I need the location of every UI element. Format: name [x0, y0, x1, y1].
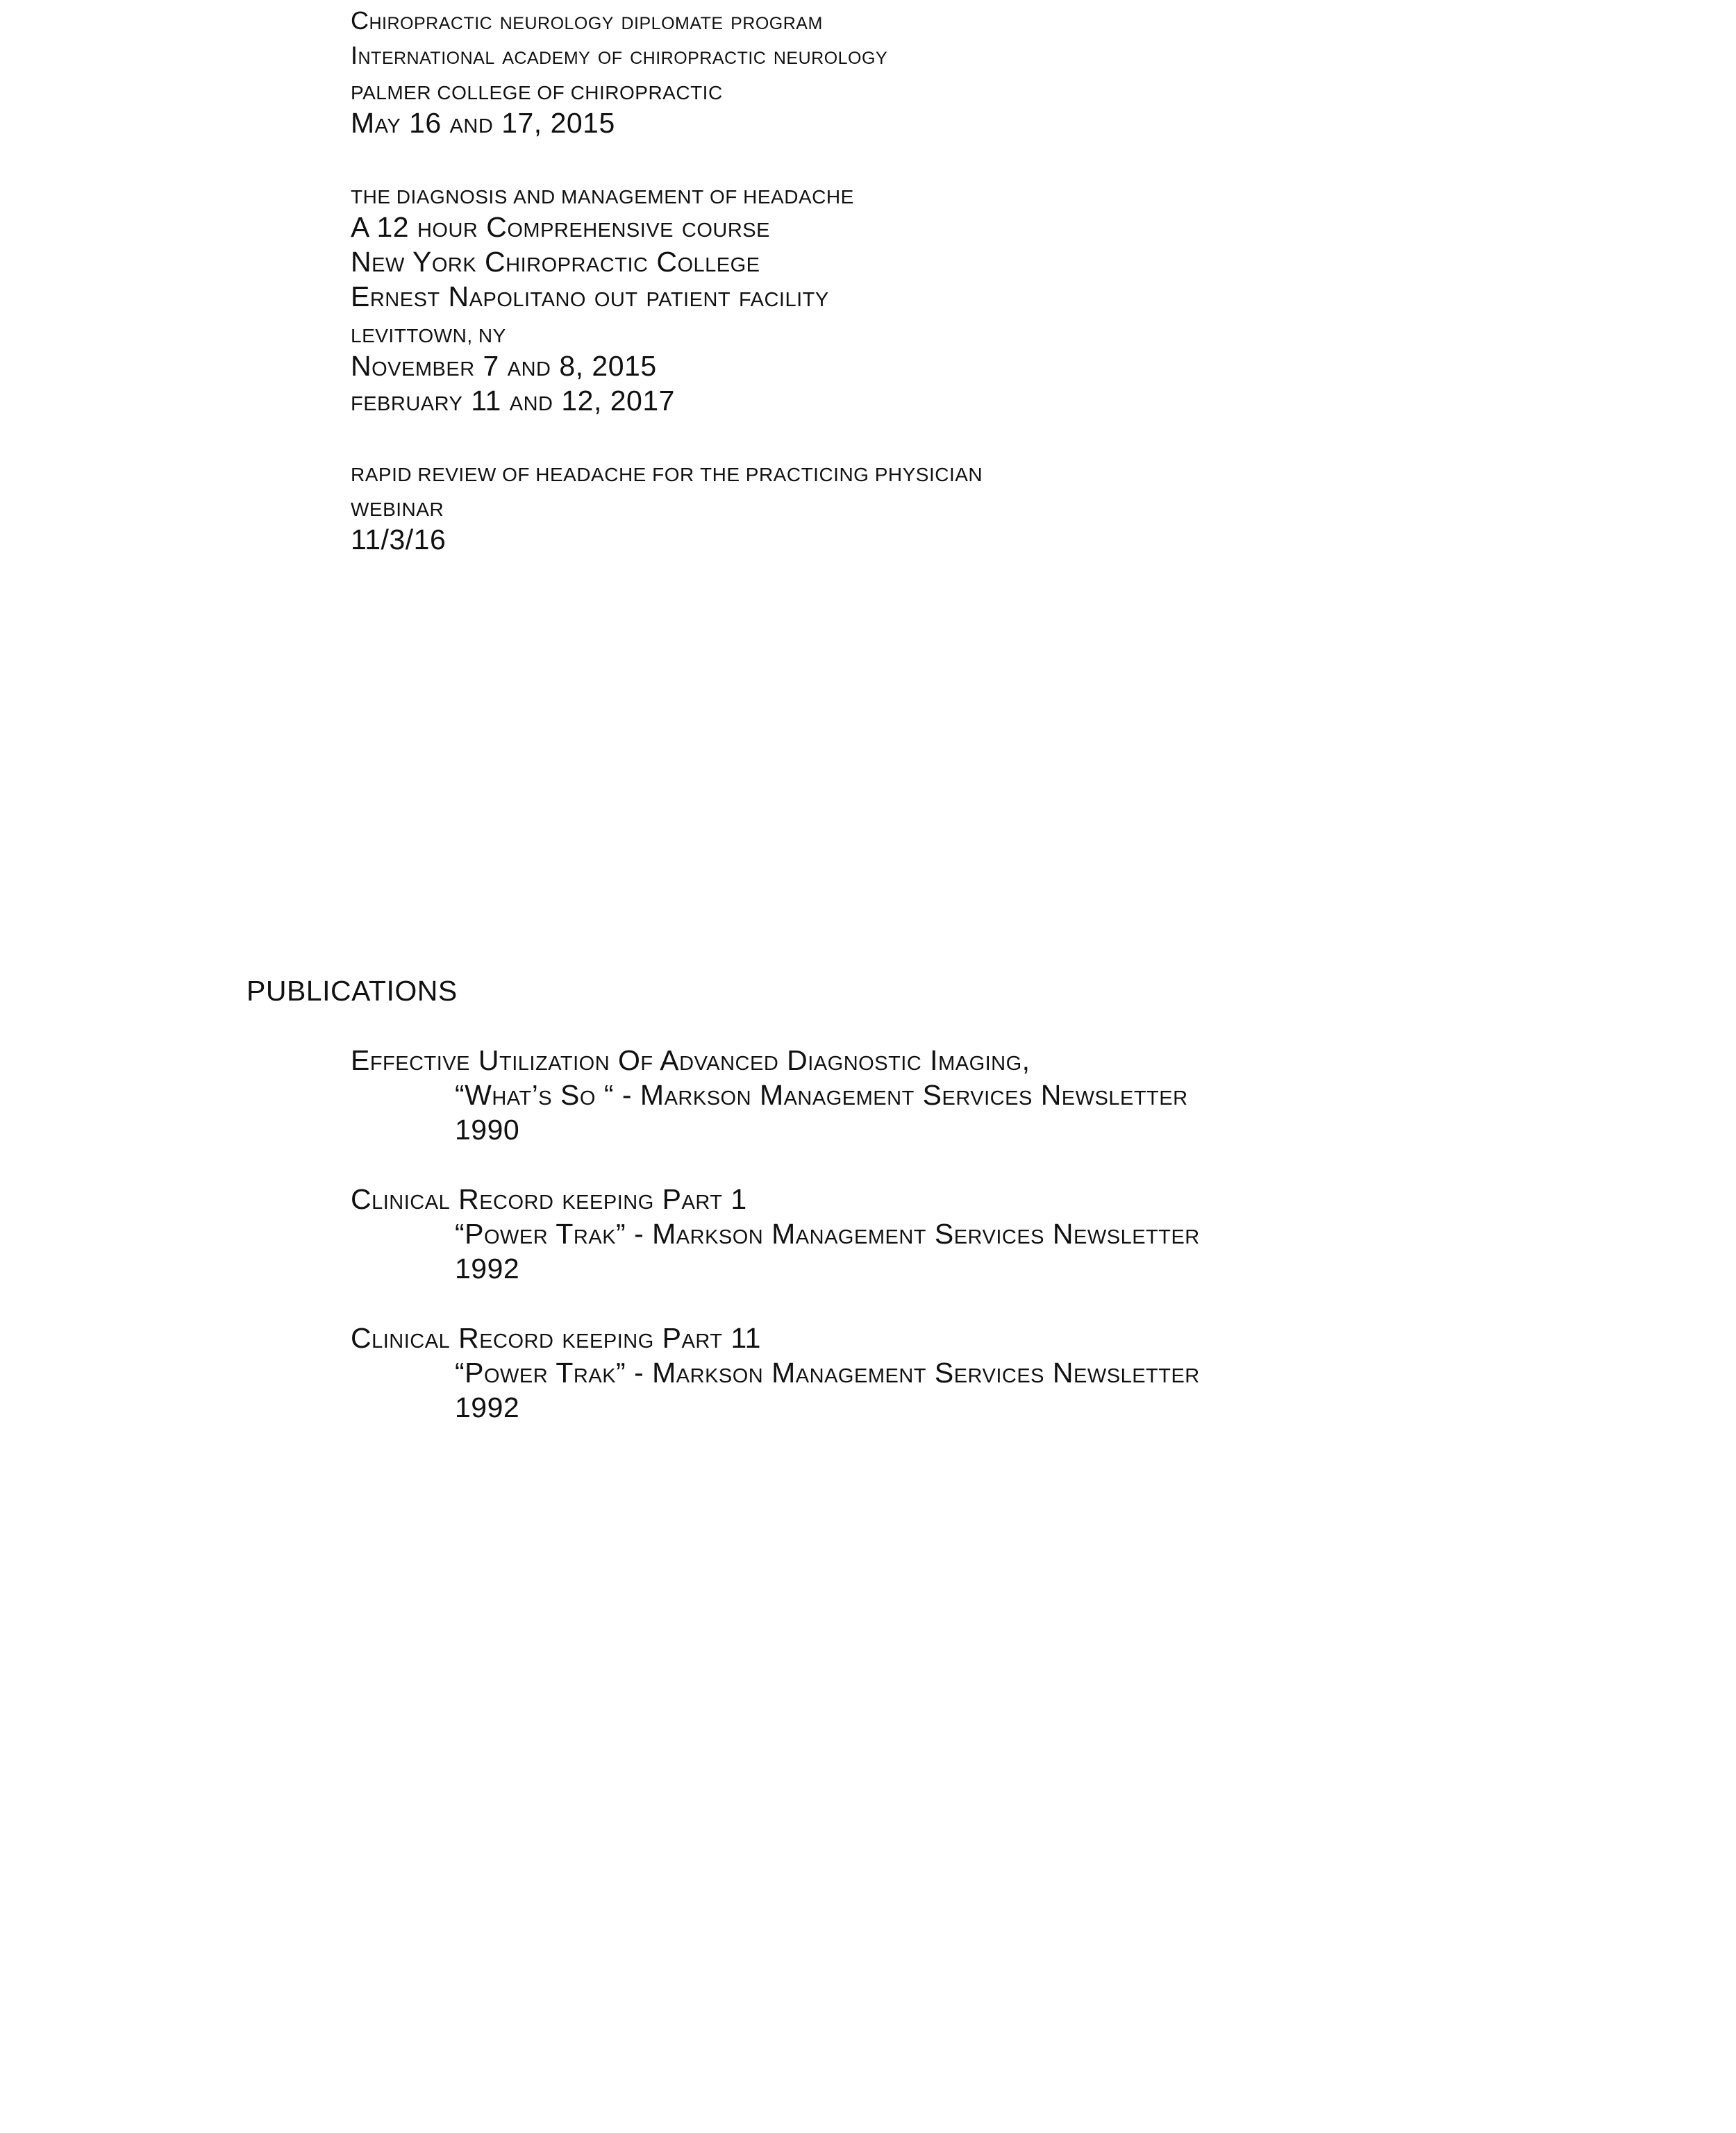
publication-year: 1992: [455, 1391, 520, 1423]
publication-title: Clinical Record keeping Part 11: [351, 1322, 761, 1354]
event-2-line-4: Ernest Napolitano out patient facility: [351, 281, 829, 312]
event-2-date-2: february 11 and 12, 2017: [351, 385, 675, 417]
publication-year: 1990: [455, 1114, 520, 1146]
publication-year: 1992: [455, 1253, 520, 1285]
publication-source: “Power Trak” - Markson Management Services Newsletter: [455, 1357, 1200, 1389]
event-1-line-3: palmer college of chiropractic: [351, 75, 723, 106]
event-1-line-1: Chiropractic neurology diplomate program: [351, 6, 823, 35]
event-2-line-5: levittown, ny: [351, 318, 506, 349]
event-3-line-1: rapid review of headache for the practicing physician: [351, 457, 983, 487]
event-1-date: May 16 and 17, 2015: [351, 107, 615, 139]
event-2-line-3: New York Chiropractic College: [351, 246, 760, 278]
publication-source: “What’s So “ - Markson Management Services Newsletter: [455, 1079, 1188, 1111]
publications-heading: PUBLICATIONS: [247, 975, 458, 1007]
event-2-date-1: November 7 and 8, 2015: [351, 350, 657, 382]
publication-source: “Power Trak” - Markson Management Services Newsletter: [455, 1218, 1200, 1250]
event-3-line-2: webinar: [351, 492, 444, 522]
event-2-line-1: the diagnosis and management of headache: [351, 179, 854, 210]
event-3-date: 11/3/16: [351, 524, 446, 555]
publication-title: Effective Utilization Of Advanced Diagnostic Imaging,: [351, 1044, 1030, 1076]
event-2-line-2: A 12 hour Comprehensive course: [351, 211, 770, 243]
publication-title: Clinical Record keeping Part 1: [351, 1183, 747, 1215]
event-1-line-2: International academy of chiropractic neurology: [351, 41, 888, 69]
